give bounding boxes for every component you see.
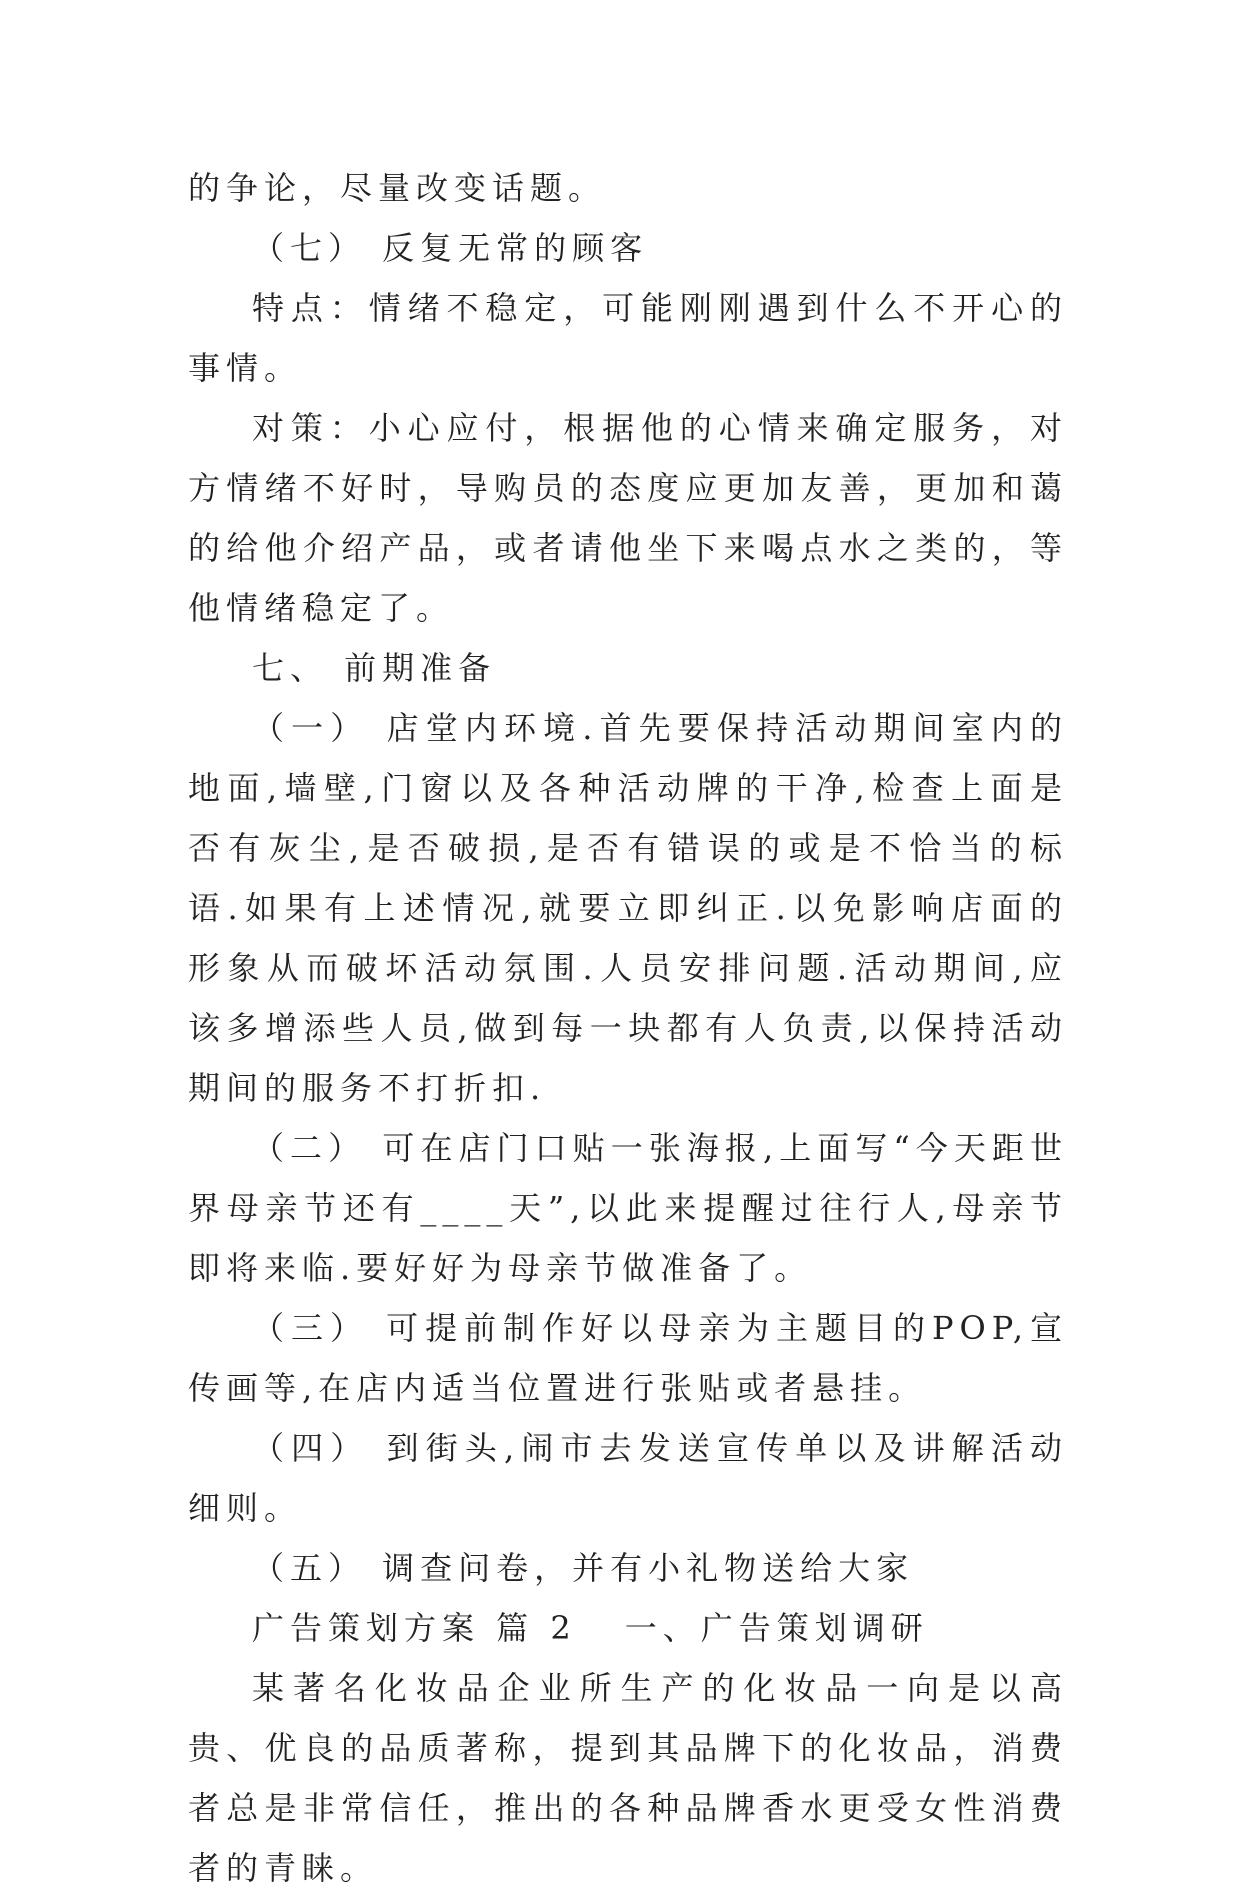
article-title: 广告策划方案 篇 2 [252,1609,577,1647]
paragraph: （一） 店堂内环境.首先要保持活动期间室内的地面,墙壁,门窗以及各种活动牌的干净,检查上面是否有灰尘,是否破损,是否有错误的或是不恰当的标语.如果有上述情况,就要立即纠正.以免影响店面的形象从而破坏活动氛围.人员安排问题.活动期间,应该多增添些人员,做到每一块都有人负责,以保持活动期间的服务不打折扣. [188,709,1068,1107]
document-body [188,158,1068,1898]
paragraph: 特点：情绪不稳定，可能刚刚遇到什么不开心的事情。 [188,289,1068,387]
subheading: （七） 反复无常的顾客 [252,229,649,267]
section-heading: 七、 前期准备 [252,649,497,687]
paragraph: 对策：小心应付，根据他的心情来确定服务，对方情绪不好时，导购员的态度应更加友善，更加和蔼的给他介绍产品，或者请他坐下来喝点水之类的，等他情绪稳定了。 [188,409,1068,627]
paragraph: （四） 到街头,闹市去发送宣传单以及讲解活动细则。 [188,1429,1068,1527]
article-first-section: 一、广告策划调研 [624,1609,929,1647]
paragraph: 某著名化妆品企业所生产的化妆品一向是以高贵、优良的品质著称，提到其品牌下的化妆品，消费者总是非常信任，推出的各种品牌香水更受女性消费者的青睐。 [188,1669,1068,1887]
paragraph: （二） 可在店门口贴一张海报,上面写“今天距世界母亲节还有____天”,以此来提醒过往行人,母亲节即将来临.要好好为母亲节做准备了。 [188,1129,1068,1287]
paragraph: （五） 调查问卷，并有小礼物送给大家 [252,1549,915,1587]
paragraph: （三） 可提前制作好以母亲为主题目的POP,宣传画等,在店内适当位置进行张贴或者悬挂。 [188,1309,1068,1407]
paragraph: 的争论，尽量改变话题。 [188,169,607,207]
article-heading [188,1598,1068,1658]
